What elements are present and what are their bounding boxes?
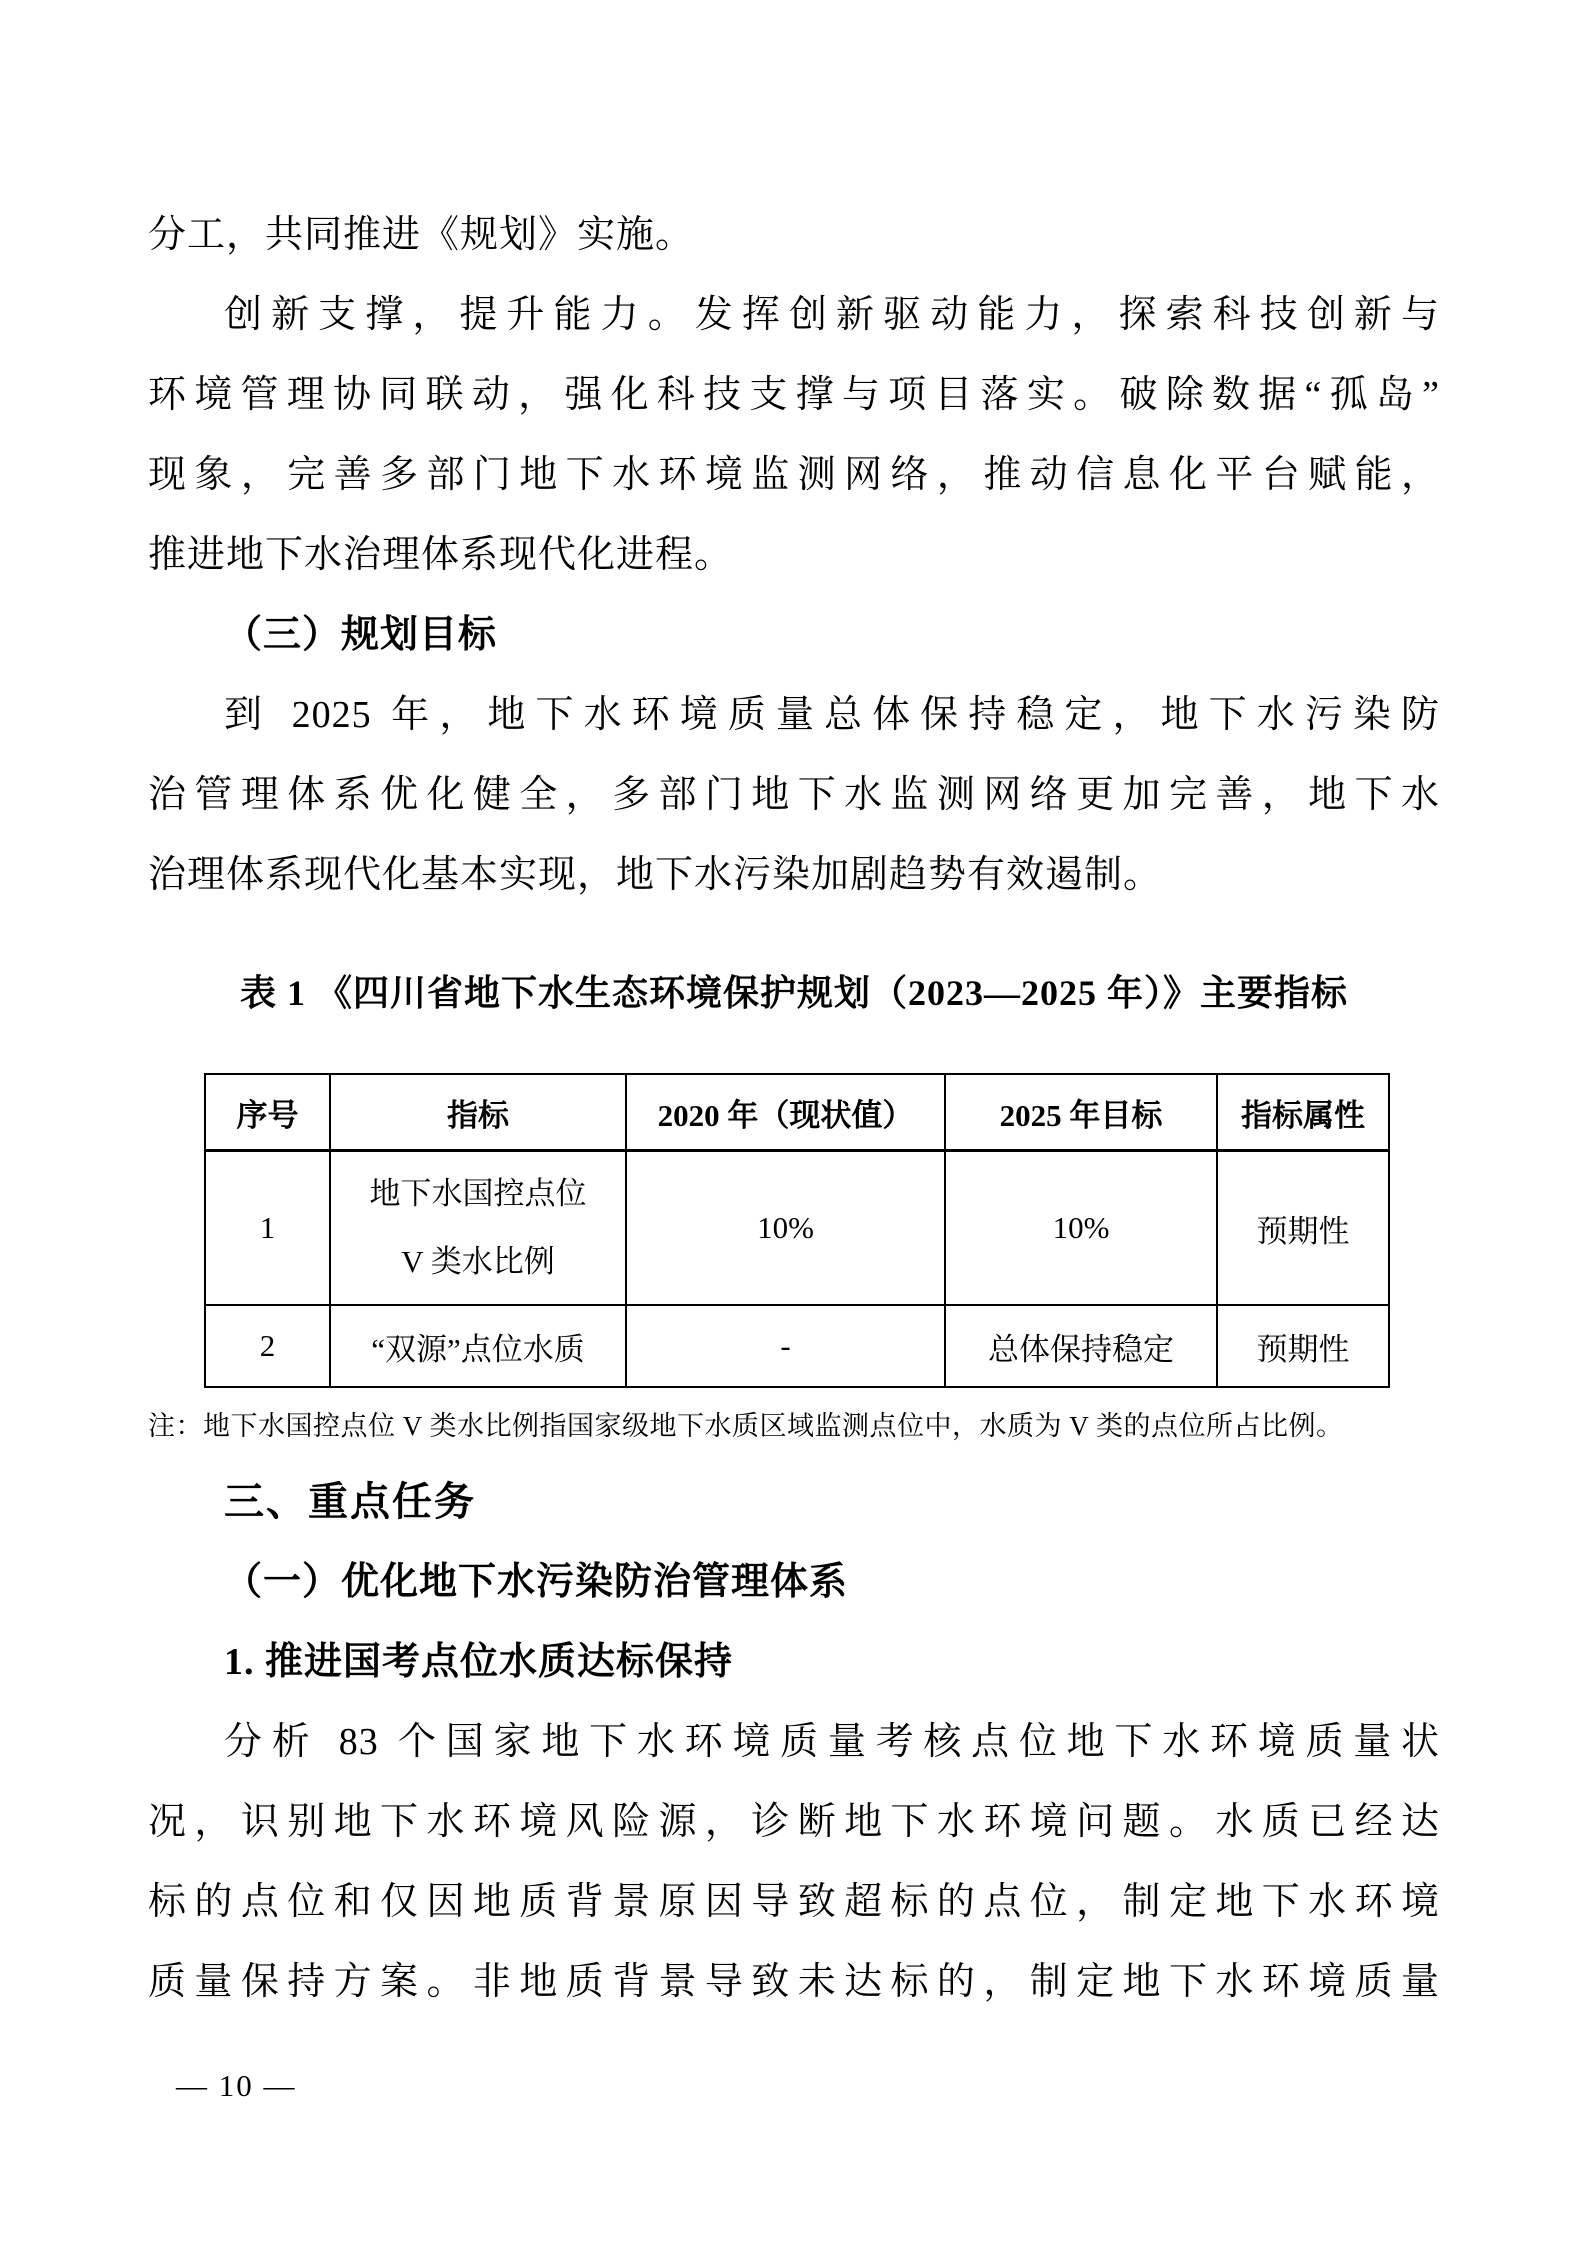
body-line: 治管理体系优化健全，多部门地下水监测网络更加完善，地下水 [148,774,1440,816]
body-line: 现象，完善多部门地下水环境监测网络，推动信息化平台赋能， [148,454,1440,496]
col-header-no: 序号 [205,1074,330,1151]
cell-attr: 预期性 [1217,1305,1389,1387]
indicator-table [204,1073,1390,1388]
cell-indicator: “双源”点位水质 [330,1305,626,1387]
sub-heading-national-points: 1. 推进国考点位水质达标保持 [224,1641,734,1683]
body-line: 分析 83 个国家地下水环境质量考核点位地下水环境质量状 [224,1721,1440,1763]
table-header-row [205,1074,1389,1151]
col-header-2025: 2025 年目标 [945,1074,1217,1151]
cell-indicator-line: V 类水比例 [401,1244,555,1279]
heading-planning-goal: （三）规划目标 [224,614,498,656]
cell-no: 2 [205,1305,330,1387]
table-footnote: 注：地下水国控点位 V 类水比例指国家级地下水质区域监测点位中，水质为 V 类的点位所占比例。 [148,1411,1344,1441]
body-line: 环境管理协同联动，强化科技支撑与项目落实。破除数据“孤岛” [148,374,1440,416]
table-row [205,1151,1389,1306]
section-heading-key-tasks: 三、重点任务 [224,1480,476,1524]
cell-2020-value: 10% [626,1151,945,1306]
cell-no: 1 [205,1151,330,1306]
cell-2025-target: 总体保持稳定 [945,1305,1217,1387]
cell-indicator-line: 地下水国控点位 [369,1176,587,1211]
col-header-attr: 指标属性 [1217,1074,1389,1151]
cell-2020-value: - [626,1305,945,1387]
body-line: 治理体系现代化基本实现，地下水污染加剧趋势有效遏制。 [148,854,1163,896]
cell-attr: 预期性 [1217,1151,1389,1306]
page-number: — 10 — [176,2068,297,2103]
body-line: 分工，共同推进《规划》实施。 [148,214,695,256]
table-title: 表 1 《四川省地下水生态环境保护规划（2023—2025 年）》主要指标 [239,973,1348,1013]
table-row [205,1305,1389,1387]
body-line: 推进地下水治理体系现代化进程。 [148,534,734,576]
col-header-2020: 2020 年（现状值） [626,1074,945,1151]
body-line: 到 2025 年，地下水环境质量总体保持稳定，地下水污染防 [224,694,1440,736]
body-line: 况，识别地下水环境风险源，诊断地下水环境问题。水质已经达 [148,1801,1440,1843]
body-line: 创新支撑，提升能力。发挥创新驱动能力，探索科技创新与 [224,294,1440,336]
col-header-indicator: 指标 [330,1074,626,1151]
sub-heading-optimize-system: （一）优化地下水污染防治管理体系 [224,1561,849,1603]
body-line: 质量保持方案。非地质背景导致未达标的，制定地下水环境质量 [148,1961,1440,2003]
body-line: 标的点位和仅因地质背景原因导致超标的点位，制定地下水环境 [148,1881,1440,1923]
cell-2025-target: 10% [945,1151,1217,1306]
cell-indicator [330,1151,626,1306]
